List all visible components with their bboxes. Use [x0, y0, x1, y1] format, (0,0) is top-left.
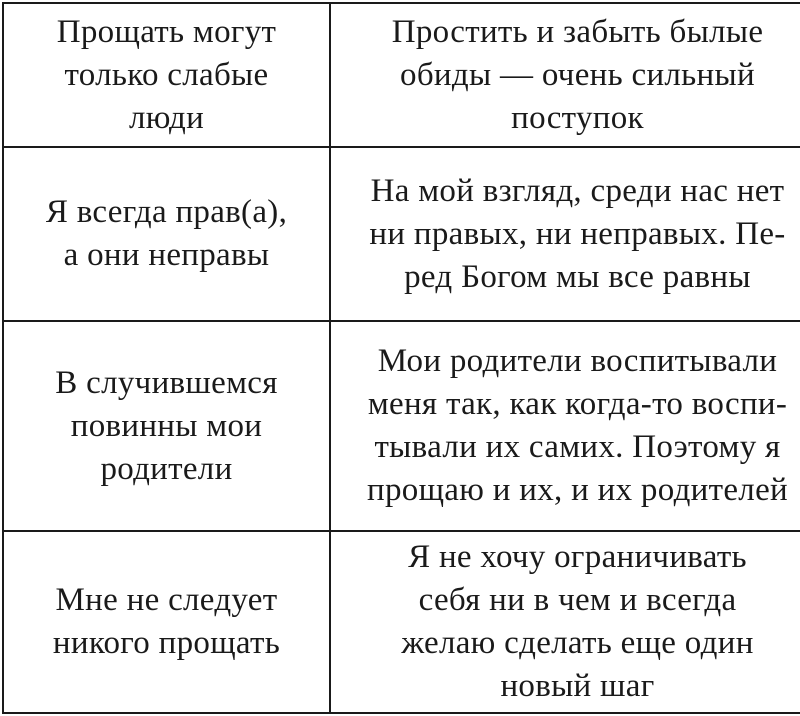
cell-text-line: никого прощать	[52, 625, 281, 661]
cell-text-line: Простить и забыть былые	[391, 13, 764, 50]
cell-text-line: тывали их самих. Поэтому я	[374, 429, 781, 465]
cell-text-line: Я всегда прав(а),	[45, 194, 288, 230]
table-row	[3, 531, 800, 713]
beliefs-comparison-table	[2, 2, 800, 714]
cell-text-line: повинны мои	[70, 407, 263, 444]
cell-text-line: только слабые	[64, 56, 269, 93]
reframed-belief-cell	[330, 147, 800, 321]
cell-text-line: себя ни в чем и всегда	[418, 582, 737, 618]
reframed-belief-cell	[330, 531, 800, 713]
cell-text-line: желаю сделать еще один	[401, 625, 754, 661]
cell-text-line: люди	[128, 99, 205, 136]
limiting-belief-cell	[3, 321, 330, 531]
table-row	[3, 321, 800, 531]
limiting-belief-cell	[3, 531, 330, 713]
cell-text-line: Я не хочу ограничивать	[408, 539, 747, 575]
cell-text-line: прощаю и их, и их родителей	[367, 472, 788, 508]
reframed-belief-cell	[330, 3, 800, 147]
cell-text-line: Мои родители воспитывали	[377, 343, 778, 379]
table-row	[3, 147, 800, 321]
cell-text-line: родители	[100, 450, 233, 487]
limiting-belief-cell	[3, 147, 330, 321]
cell-text-line: а они неправы	[63, 237, 270, 273]
limiting-belief-cell	[3, 3, 330, 147]
cell-text-line: меня так, как когда-то воспи-	[367, 386, 788, 422]
cell-text-line: ни правых, ни неправых. Пе-	[369, 215, 786, 252]
cell-text-line: Прощать могут	[56, 13, 277, 50]
table-row	[3, 3, 800, 147]
cell-text-line: На мой взгляд, среди нас нет	[370, 172, 785, 209]
cell-text-line: обиды — очень сильный	[400, 56, 755, 93]
cell-text-line: новый шаг	[500, 668, 655, 704]
reframed-belief-cell	[330, 321, 800, 531]
cell-text-line: В случившемся	[55, 364, 278, 401]
cell-text-line: ред Богом мы все равны	[404, 258, 751, 295]
cell-text-line: Мне не следует	[55, 582, 278, 618]
cell-text-line: поступок	[511, 99, 644, 136]
